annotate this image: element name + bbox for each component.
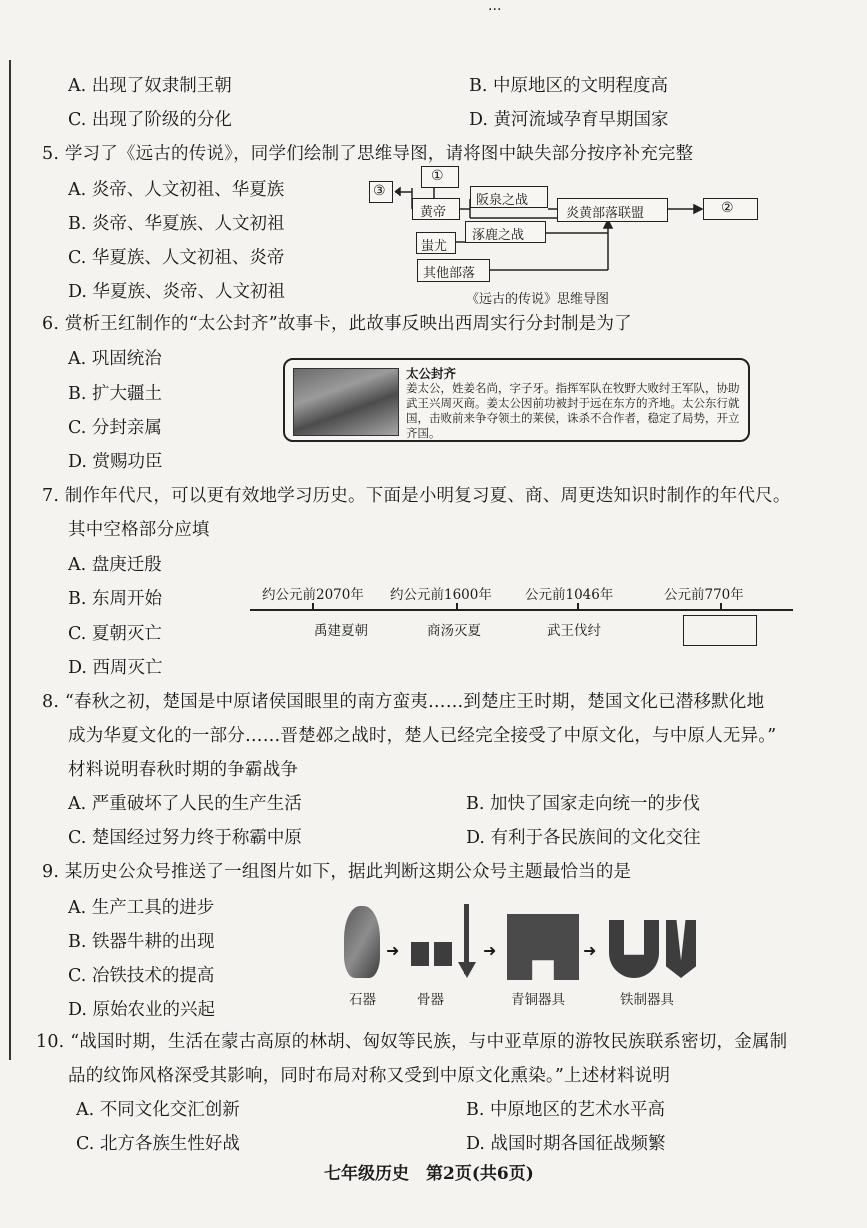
timeline-tick <box>312 603 314 610</box>
timeline-tick <box>720 603 722 610</box>
q5-option-d: D. 华夏族、炎帝、人文初祖 <box>68 282 286 302</box>
q10-stem-line2: 品的纹饰风格深受其影响，同时布局对称又受到中原文化熏染。”上述材料说明 <box>68 1066 671 1086</box>
timeline-event: 武王伐纣 <box>547 623 601 639</box>
q4-option-d: D. 黄河流域孕育早期国家 <box>469 110 669 130</box>
timeline-event: 禹建夏朝 <box>314 623 368 639</box>
bone-tool-image <box>434 942 452 966</box>
arrow-right-icon: ➜ <box>583 941 597 960</box>
timeline-tick <box>456 603 458 610</box>
timeline-date: 公元前770年 <box>664 587 744 603</box>
story-card <box>283 358 750 442</box>
timeline-tick <box>577 603 579 610</box>
timeline-date: 公元前1046年 <box>525 587 614 603</box>
q8-stem-line2: 成为华夏文化的一部分……晋楚邲之战时，楚人已经完全接受了中原文化，与中原人无异。” <box>68 726 777 746</box>
q10-option-a: A. 不同文化交汇创新 <box>76 1100 240 1120</box>
mind-map-chiyou: 蚩尤 <box>421 239 448 254</box>
mind-map-caption: 《远古的传说》思维导图 <box>466 292 610 307</box>
story-card-body: 姜太公，姓姜名尚，字子牙。指挥军队在牧野大败纣王军队，协助武王兴周灭商。姜太公因前功被封于远在东方的齐地。太公东行就国，击败前来争夺领土的莱侯，诛杀不合作者，稳定了局势，开立齐国。 <box>406 381 740 440</box>
q8-option-c: C. 楚国经过努力终于称霸中原 <box>68 828 302 848</box>
q4-option-a: A. 出现了奴隶制王朝 <box>68 76 232 96</box>
timeline-date: 约公元前2070年 <box>262 587 364 603</box>
mind-map-box-2: ② <box>721 200 734 216</box>
q4-option-b: B. 中原地区的文明程度高 <box>469 76 668 96</box>
mind-map-zhuolu-battle: 涿鹿之战 <box>472 228 525 243</box>
timeline-date: 约公元前1600年 <box>390 587 492 603</box>
q5-option-c: C. 华夏族、人文初祖、炎帝 <box>68 248 285 268</box>
story-card-title: 太公封齐 <box>406 366 457 381</box>
mind-map-box-3: ③ <box>373 183 386 199</box>
bronze-tool-image <box>507 914 579 980</box>
mind-map-banquan-battle: 阪泉之战 <box>476 193 529 208</box>
timeline-blank-box <box>683 615 757 646</box>
tool-label: 铁制器具 <box>620 992 674 1008</box>
stone-tool-image <box>344 906 380 978</box>
mind-map-box-1: ① <box>431 168 444 184</box>
bone-tool-image <box>411 942 429 966</box>
story-card-image <box>293 368 399 436</box>
bone-tool-image <box>458 962 476 978</box>
q7-stem-line2: 其中空格部分应填 <box>68 520 210 540</box>
arrow-right-icon: ➜ <box>483 941 497 960</box>
q10-stem-line1: 10. “战国时期，生活在蒙古高原的林胡、匈奴等民族，与中亚草原的游牧民族联系密切，金属制 <box>36 1032 788 1052</box>
timeline-event: 商汤灭夏 <box>427 623 481 639</box>
top-mark: … <box>488 0 502 14</box>
q5-option-b: B. 炎帝、华夏族、人文初祖 <box>68 214 285 234</box>
q9-stem: 9. 某历史公众号推送了一组图片如下，据此判断这期公众号主题最恰当的是 <box>42 862 632 882</box>
q6-option-b: B. 扩大疆土 <box>68 384 162 404</box>
q10-option-d: D. 战国时期各国征战频繁 <box>466 1134 666 1154</box>
mind-map-huangdi: 黄帝 <box>420 205 447 220</box>
tool-label: 青铜器具 <box>511 992 565 1008</box>
q5-option-a: A. 炎帝、人文初祖、华夏族 <box>68 180 285 200</box>
q7-option-b: B. 东周开始 <box>68 589 162 609</box>
tool-label: 骨器 <box>417 992 444 1008</box>
iron-tool-image <box>609 920 659 978</box>
mind-map-alliance: 炎黄部落联盟 <box>566 206 645 221</box>
q8-stem-line1: 8. “春秋之初，楚国是中原诸侯国眼里的南方蛮夷……到楚庄王时期，楚国文化已潜移默化地 <box>42 692 765 712</box>
q9-option-c: C. 冶铁技术的提高 <box>68 966 215 986</box>
page-footer: 七年级历史 第2页(共6页) <box>324 1164 534 1184</box>
q5-stem: 5. 学习了《远古的传说》，同学们绘制了思维导图，请将图中缺失部分按序补充完整 <box>42 144 694 164</box>
arrow-right-icon: ➜ <box>386 941 400 960</box>
q6-option-d: D. 赏赐功臣 <box>68 452 163 472</box>
q10-option-b: B. 中原地区的艺术水平高 <box>466 1100 665 1120</box>
q7-option-a: A. 盘庚迁殷 <box>68 555 162 575</box>
q6-option-a: A. 巩固统治 <box>68 349 162 369</box>
q8-option-a: A. 严重破坏了人民的生产生活 <box>68 794 302 814</box>
iron-tool-image <box>666 920 696 978</box>
q10-option-c: C. 北方各族生性好战 <box>76 1134 240 1154</box>
q7-stem-line1: 7. 制作年代尺，可以更有效地学习历史。下面是小明复习夏、商、周更迭知识时制作的年代尺。 <box>42 486 791 506</box>
q8-option-b: B. 加快了国家走向统一的步伐 <box>466 794 700 814</box>
q8-stem-line3: 材料说明春秋时期的争霸战争 <box>68 760 299 780</box>
q4-option-c: C. 出现了阶级的分化 <box>68 110 232 130</box>
q7-option-c: C. 夏朝灭亡 <box>68 624 162 644</box>
q6-stem: 6. 赏析王红制作的“太公封齐”故事卡，此故事反映出西周实行分封制是为了 <box>42 314 632 334</box>
mind-map-other-tribes: 其他部落 <box>423 266 476 281</box>
q8-option-d: D. 有利于各民族间的文化交往 <box>466 828 701 848</box>
q9-option-b: B. 铁器牛耕的出现 <box>68 932 215 952</box>
tool-label: 石器 <box>349 992 376 1008</box>
timeline-axis <box>250 609 793 611</box>
q6-option-c: C. 分封亲属 <box>68 418 162 438</box>
q9-option-a: A. 生产工具的进步 <box>68 898 215 918</box>
q9-option-d: D. 原始农业的兴起 <box>68 1000 216 1020</box>
q7-option-d: D. 西周灭亡 <box>68 658 163 678</box>
